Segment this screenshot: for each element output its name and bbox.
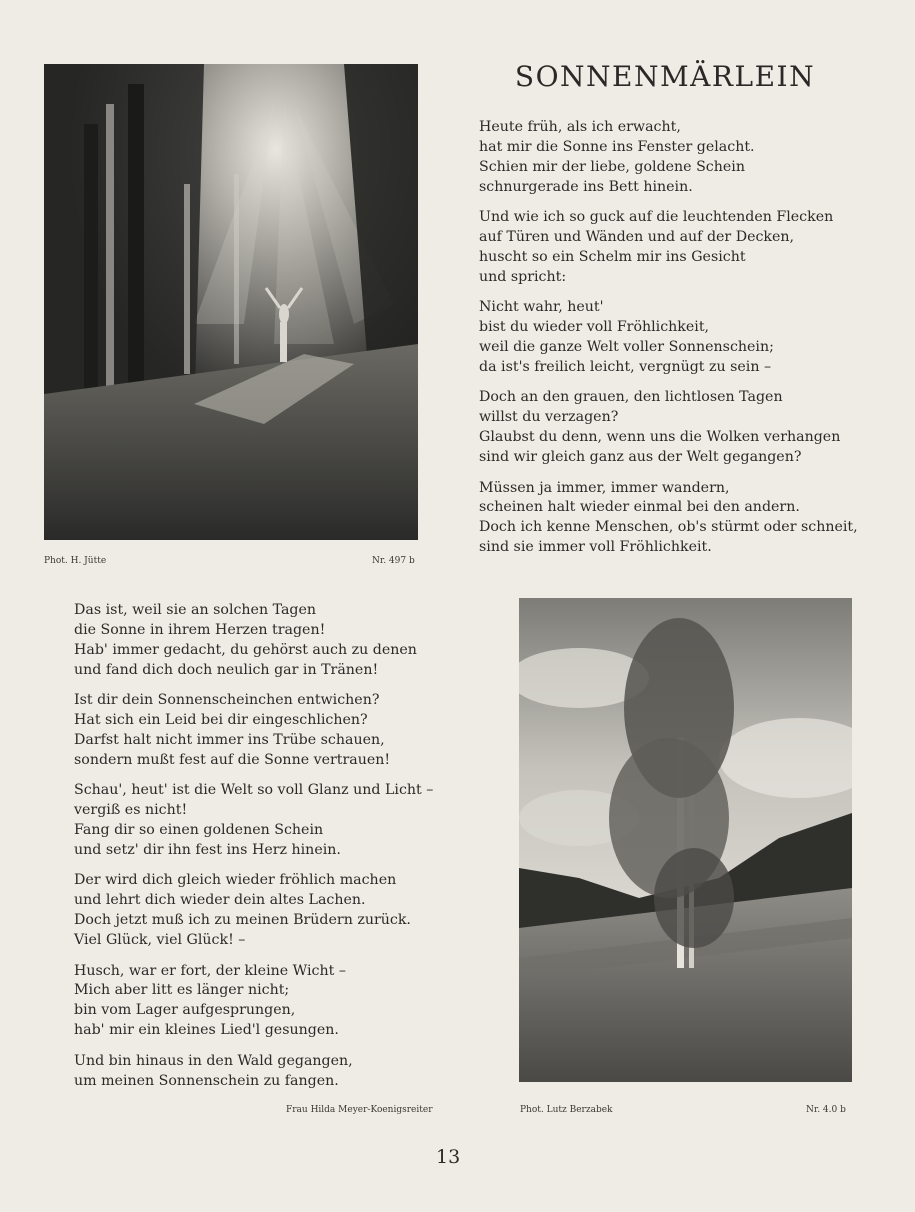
forest-sunrays-photo (44, 64, 418, 540)
poem-line: Und wie ich so guck auf die leuchtenden Flecken (479, 209, 834, 226)
poem-part-two (74, 601, 433, 1102)
stanza (479, 388, 858, 468)
poem-line: Hab' immer gedacht, du gehörst auch zu denen (74, 641, 417, 658)
stanza (74, 871, 433, 951)
poem-line: um meinen Sonnenschein zu fangen. (74, 1072, 339, 1089)
poem-line: Das ist, weil sie an solchen Tagen (74, 602, 317, 618)
stanza (74, 962, 433, 1042)
poem-line: Glaubst du denn, wenn uns die Wolken verhangen (479, 429, 841, 446)
poem-title: SONNENMÄRLEIN (514, 60, 816, 93)
photo-number-bottom: Nr. 4.0 b (806, 1105, 846, 1115)
poem-line: scheinen halt wieder einmal bei den andern. (479, 499, 800, 516)
poem-line: bist du wieder voll Fröhlichkeit, (479, 319, 710, 336)
poem-line: Fang dir so einen goldenen Schein (74, 822, 324, 839)
stanza (479, 479, 858, 559)
poem-line: vergiß es nicht! (74, 802, 188, 819)
stanza (74, 601, 433, 681)
poem-line: Doch ich kenne Menschen, ob's stürmt oder schneit, (479, 519, 858, 536)
photo-credit-bottom: Phot. Lutz Berzabek (520, 1105, 613, 1115)
poem-line: Ist dir dein Sonnenscheinchen entwichen? (74, 692, 380, 709)
stanza (74, 691, 433, 771)
poem-line: und lehrt dich wieder dein altes Lachen. (74, 892, 366, 909)
poem-line: Husch, war er fort, der kleine Wicht – (74, 962, 346, 979)
poem-line: Hat sich ein Leid bei dir eingeschlichen? (74, 712, 368, 729)
poem-line: Nicht wahr, heut' (479, 299, 604, 316)
stanza (479, 118, 858, 198)
poem-line: auf Türen und Wänden und auf der Decken, (479, 229, 795, 246)
stanza (479, 298, 858, 378)
forest-photo-graphic (44, 64, 418, 540)
poem-line: willst du verzagen? (479, 409, 619, 426)
page-number: 13 (436, 1146, 461, 1168)
poem-line: Viel Glück, viel Glück! – (74, 932, 246, 949)
poem-line: huscht so ein Schelm mir ins Gesicht (479, 248, 746, 265)
poem-line: und setz' dir ihn fest ins Herz hinein. (74, 841, 341, 858)
poem-line: Und bin hinaus in den Wald gegangen, (74, 1052, 353, 1069)
poem-line: Doch jetzt muß ich zu meinen Brüdern zurück. (74, 912, 411, 929)
poem-line: sind sie immer voll Fröhlichkeit. (479, 539, 712, 556)
poem-line: Darfst halt nicht immer ins Trübe schauen, (74, 731, 385, 748)
stanza (74, 1052, 433, 1092)
poem-line: Müssen ja immer, immer wandern, (479, 479, 730, 496)
poem-line: Heute früh, als ich erwacht, (479, 119, 681, 135)
author-credit: Frau Hilda Meyer-Koenigsreiter (286, 1105, 433, 1115)
poem-line: sondern mußt fest auf die Sonne vertrauen! (74, 751, 391, 768)
birch-meadow-photo (519, 598, 852, 1082)
poem-line: Der wird dich gleich wieder fröhlich machen (74, 872, 397, 889)
meadow-photo-graphic (519, 598, 852, 1082)
poem-line: Schau', heut' ist die Welt so voll Glanz und Licht – (74, 782, 434, 799)
photo-number-top: Nr. 497 b (372, 556, 415, 566)
poem-line: Doch an den grauen, den lichtlosen Tagen (479, 389, 783, 406)
poem-line: und spricht: (479, 268, 567, 285)
stanza (74, 781, 433, 861)
poem-line: sind wir gleich ganz aus der Welt gegangen? (479, 449, 802, 466)
poem-line: da ist's freilich leicht, vergnügt zu sein – (479, 358, 772, 375)
poem-line: schnurgerade ins Bett hinein. (479, 178, 693, 195)
poem-line: Mich aber litt es länger nicht; (74, 982, 290, 999)
poem-line: bin vom Lager aufgesprungen, (74, 1002, 296, 1019)
poem-line: hat mir die Sonne ins Fenster gelacht. (479, 138, 755, 155)
poem-part-one (479, 118, 858, 569)
poem-line: Schien mir der liebe, goldene Schein (479, 158, 745, 175)
photo-credit-top: Phot. H. Jütte (44, 556, 107, 566)
poem-line: und fand dich doch neulich gar in Tränen! (74, 661, 379, 678)
poem-line: hab' mir ein kleines Lied'l gesungen. (74, 1022, 339, 1039)
poem-line: die Sonne in ihrem Herzen tragen! (74, 621, 326, 638)
stanza (479, 208, 858, 288)
poem-line: weil die ganze Welt voller Sonnenschein; (479, 339, 774, 356)
